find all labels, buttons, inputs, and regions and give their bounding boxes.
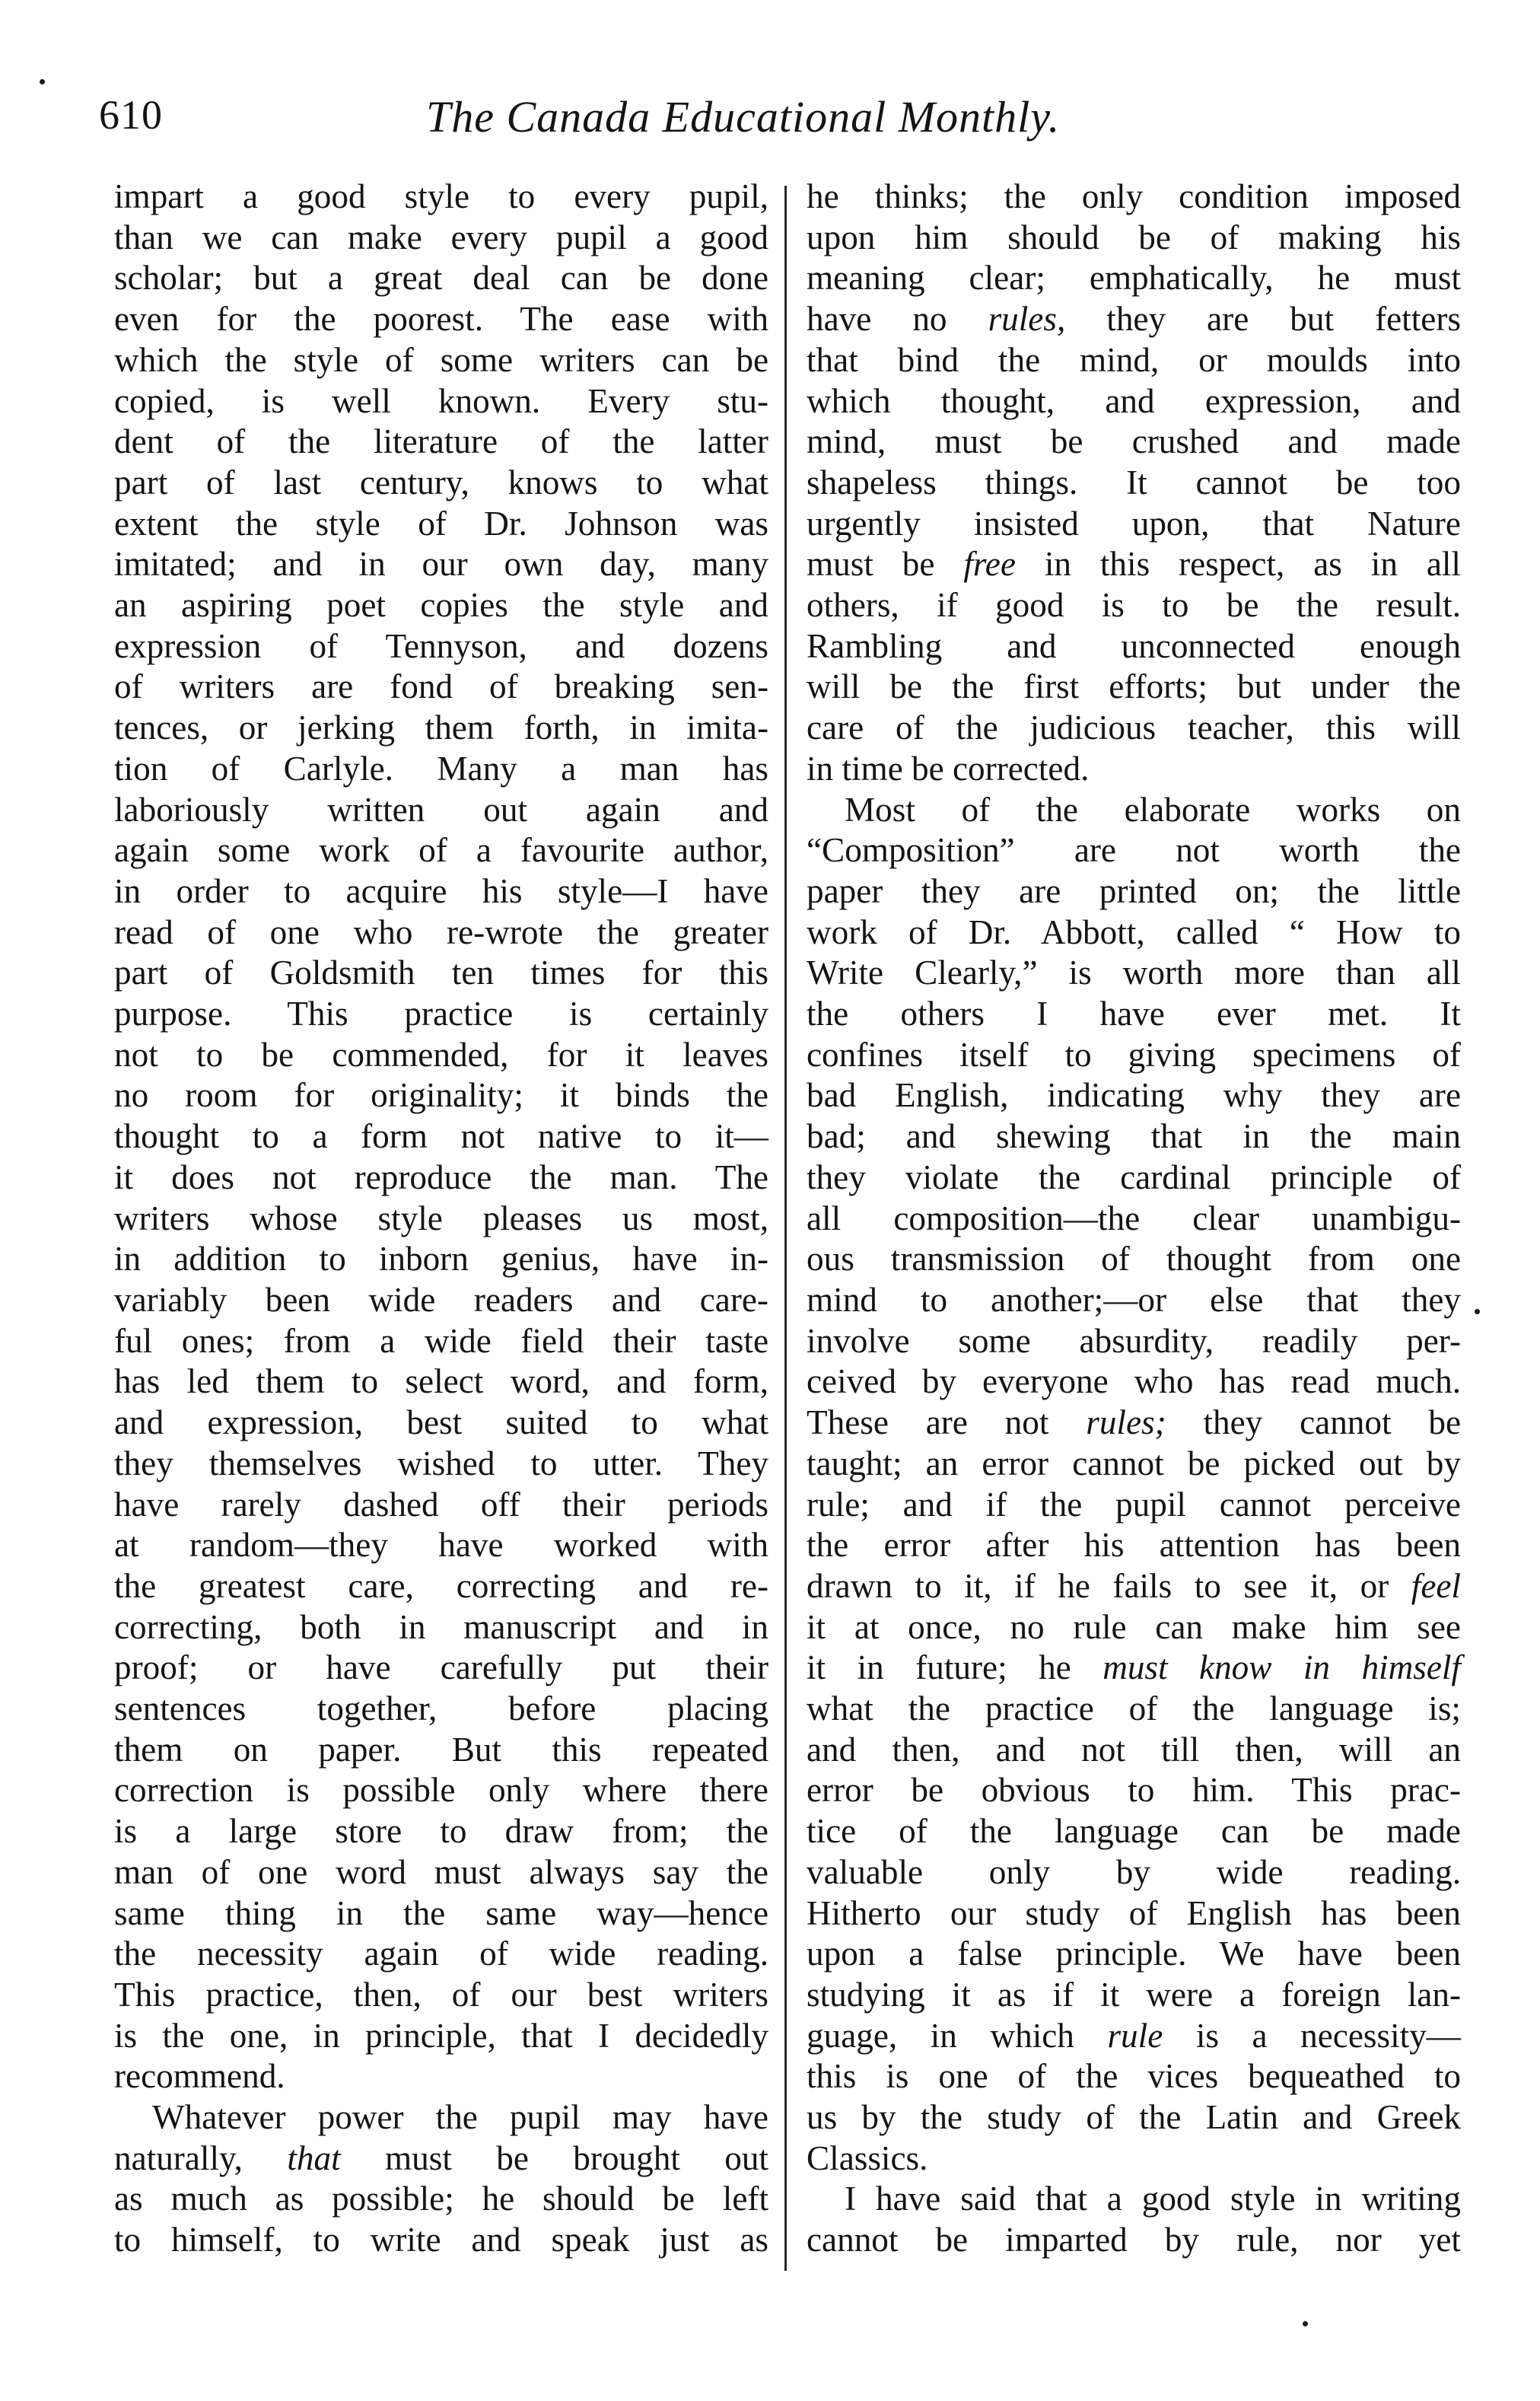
text-line: an aspiring poet copies the style and <box>114 586 768 625</box>
text-line: correcting, both in manuscript and in <box>114 1607 768 1646</box>
text-line: studying it as if it were a foreign lan- <box>807 1975 1461 2014</box>
text-line: what the practice of the language is; <box>807 1689 1461 1728</box>
text-line: shapeless things. It cannot be too <box>807 463 1461 502</box>
text-line: upon him should be of making his <box>807 218 1461 256</box>
text-line: has led them to select word, and form, <box>114 1362 768 1401</box>
text-line: copied, is well known. Every stu- <box>114 381 768 420</box>
text-line: the error after his attention has been <box>807 1526 1461 1565</box>
print-speck <box>1303 2321 1308 2326</box>
text-line: as much as possible; he should be left <box>114 2180 768 2218</box>
text-line: this is one of the vices bequeathed to <box>807 2057 1461 2096</box>
text-line: it at once, no rule can make him see <box>807 1607 1461 1646</box>
text-line: Write Clearly,” is worth more than all <box>807 954 1461 992</box>
text-line: This practice, then, of our best writers <box>114 1975 768 2014</box>
text-line: ous transmission of thought from one <box>807 1240 1461 1279</box>
text-line: drawn to it, if he fails to see it, or feel <box>807 1566 1461 1605</box>
text-line: and expression, best suited to what <box>114 1403 768 1442</box>
text-line: read of one who re-wrote the greater <box>114 912 768 951</box>
text-line: us by the study of the Latin and Greek <box>807 2098 1461 2137</box>
print-speck <box>40 79 45 84</box>
text-line: them on paper. But this repeated <box>114 1730 768 1769</box>
text-line: error be obvious to him. This prac- <box>807 1771 1461 1810</box>
text-line: taught; an error cannot be picked out by <box>807 1444 1461 1482</box>
text-line: part of Goldsmith ten times for this <box>114 954 768 992</box>
text-line: tences, or jerking them forth, in imita- <box>114 709 768 747</box>
text-line: impart a good style to every pupil, <box>114 177 768 215</box>
text-line: bad; and shewing that in the main <box>807 1117 1461 1156</box>
text-line: again some work of a favourite author, <box>114 831 768 870</box>
text-line: Rambling and unconnected enough <box>807 626 1461 665</box>
text-line: expression of Tennyson, and dozens <box>114 626 768 665</box>
text-line: which thought, and expression, and <box>807 381 1461 420</box>
text-line: dent of the literature of the latter <box>114 422 768 461</box>
text-line: thought to a form not native to it— <box>114 1117 768 1156</box>
text-line: recommend. <box>114 2057 285 2096</box>
text-line: care of the judicious teacher, this will <box>807 709 1461 747</box>
text-line: same thing in the same way—hence <box>114 1893 768 1932</box>
text-line: involve some absurdity, readily per- <box>807 1321 1461 1360</box>
text-line: Classics. <box>807 2138 928 2177</box>
text-line: rule; and if the pupil cannot perceive <box>807 1485 1461 1524</box>
text-line: bad English, indicating why they are <box>807 1076 1461 1115</box>
text-line: have rarely dashed off their periods <box>114 1485 768 1524</box>
text-line: cannot be imparted by rule, nor yet <box>807 2221 1461 2259</box>
running-title: The Canada Educational Monthly. <box>426 92 1061 142</box>
print-speck <box>1475 1309 1480 1314</box>
text-line: ceived by everyone who has read much. <box>807 1362 1461 1401</box>
text-line: Hitherto our study of English has been <box>807 1893 1461 1932</box>
text-line: “Composition” are not worth the <box>807 831 1461 870</box>
text-line: no room for originality; it binds the <box>114 1076 768 1115</box>
text-line: scholar; but a great deal can be done <box>114 259 768 298</box>
text-line: than we can make every pupil a good <box>114 218 768 256</box>
text-line: Whatever power the pupil may have <box>152 2098 768 2137</box>
text-line: that bind the mind, or moulds into <box>807 340 1461 379</box>
text-line: must be free in this respect, as in all <box>807 545 1461 584</box>
text-line: will be the first efforts; but under the <box>807 667 1461 706</box>
text-line: purpose. This practice is certainly <box>114 995 768 1033</box>
text-line: all composition—the clear unambigu- <box>807 1199 1461 1237</box>
text-line: mind to another;—or else that they <box>807 1280 1461 1319</box>
text-line: not to be commended, for it leaves <box>114 1035 768 1074</box>
text-line: confines itself to giving specimens of <box>807 1035 1461 1074</box>
text-line: in time be corrected. <box>807 749 1090 788</box>
text-line: urgently insisted upon, that Nature <box>807 504 1461 543</box>
text-line: the others I have ever met. It <box>807 995 1461 1033</box>
text-line: others, if good is to be the result. <box>807 586 1461 625</box>
text-line: tion of Carlyle. Many a man has <box>114 749 768 788</box>
text-line: it does not reproduce the man. The <box>114 1158 768 1196</box>
text-line: is a large store to draw from; the <box>114 1812 768 1851</box>
text-line: part of last century, knows to what <box>114 463 768 502</box>
text-line: work of Dr. Abbott, called “ How to <box>807 912 1461 951</box>
text-line: tice of the language can be made <box>807 1812 1461 1851</box>
text-line: proof; or have carefully put their <box>114 1648 768 1687</box>
text-line: guage, in which rule is a necessity— <box>807 2016 1461 2055</box>
text-line: paper they are printed on; the little <box>807 871 1461 910</box>
text-line: at random—they have worked with <box>114 1526 768 1565</box>
text-line: have no rules, they are but fetters <box>807 300 1461 339</box>
text-line: writers whose style pleases us most, <box>114 1199 768 1237</box>
text-line: meaning clear; emphatically, he must <box>807 259 1461 298</box>
text-line: man of one word must always say the <box>114 1852 768 1891</box>
text-line: in addition to inborn genius, have in- <box>114 1240 768 1279</box>
text-line: variably been wide readers and care- <box>114 1280 768 1319</box>
text-line: mind, must be crushed and made <box>807 422 1461 461</box>
text-line: correction is possible only where there <box>114 1771 768 1810</box>
text-line: These are not rules; they cannot be <box>807 1403 1461 1442</box>
text-line: of writers are fond of breaking sen- <box>114 667 768 706</box>
text-line: ful ones; from a wide field their taste <box>114 1321 768 1360</box>
text-line: valuable only by wide reading. <box>807 1852 1461 1891</box>
text-line: laboriously written out again and <box>114 790 768 829</box>
text-line: and then, and not till then, will an <box>807 1730 1461 1769</box>
left-column <box>114 177 768 2261</box>
text-line: even for the poorest. The ease with <box>114 300 768 339</box>
text-line: sentences together, before placing <box>114 1689 768 1728</box>
text-line: upon a false principle. We have been <box>807 1934 1461 1973</box>
text-line: the greatest care, correcting and re- <box>114 1566 768 1605</box>
text-line: the necessity again of wide reading. <box>114 1934 768 1973</box>
text-line: they violate the cardinal principle of <box>807 1158 1461 1196</box>
page-number: 610 <box>99 92 163 138</box>
text-line: imitated; and in our own day, many <box>114 545 768 584</box>
text-line: it in future; he must know in himself <box>807 1648 1461 1687</box>
text-line: naturally, that must be brought out <box>114 2138 768 2177</box>
text-line: which the style of some writers can be <box>114 340 768 379</box>
text-line: in order to acquire his style—I have <box>114 871 768 910</box>
text-line: Most of the elaborate works on <box>845 790 1461 829</box>
text-line: I have said that a good style in writing <box>845 2180 1461 2218</box>
text-line: extent the style of Dr. Johnson was <box>114 504 768 543</box>
text-line: they themselves wished to utter. They <box>114 1444 768 1482</box>
text-line: to himself, to write and speak just as <box>114 2221 768 2259</box>
page-header <box>0 91 1540 160</box>
text-line: he thinks; the only condition imposed <box>807 177 1461 215</box>
column-divider <box>784 186 787 2271</box>
right-column <box>807 177 1461 2261</box>
text-line: is the one, in principle, that I decidedly <box>114 2016 768 2055</box>
